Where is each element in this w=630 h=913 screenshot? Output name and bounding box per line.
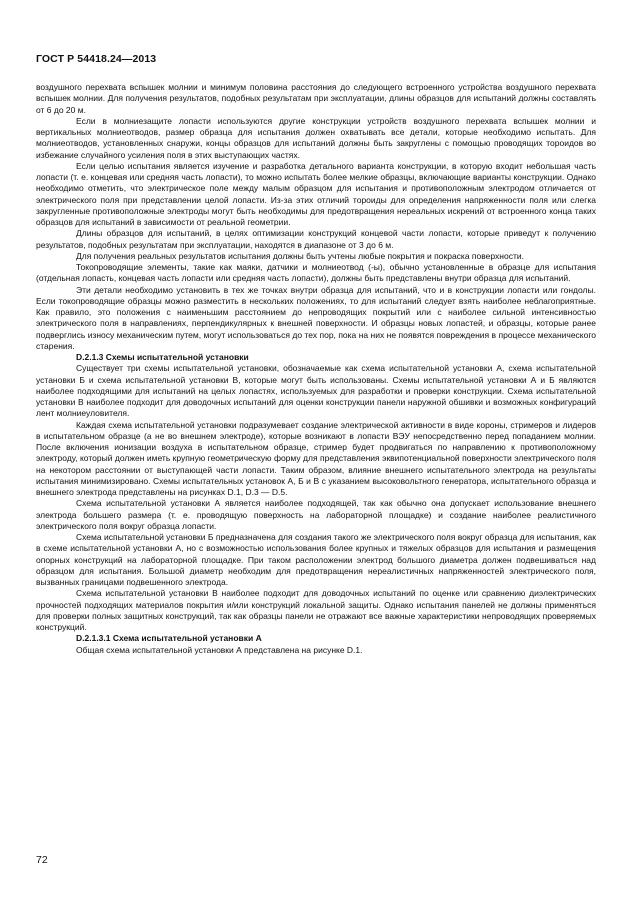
paragraph: Существует три схемы испытательной установки, обозначаемые как схема испытательной установки А, схема испытательной установки Б и схема испытательной установки В, которые могут быть использованы. Схемы испытательной установки А и Б являются наиболее подходящими для испытаний на целых лопастях, используемых для разработки и проверки конструкции. Схема испытательной установки В наиболее подходит для доводочных испытаний для оценки конструкции панели наружной обшивки и возможных конфигураций лент молниеуловителя.	[36, 363, 596, 419]
paragraph: Эти детали необходимо установить в тех же точках внутри образца для испытаний, что и в конструкции лопасти или гондолы. Если токопроводящие образцы можно разместить в нескольких положениях, то для испытаний следует взять наиболее неблагоприятные. Как правило, это положения с наименьшим расстоянием до непроводящих покрытий или с наиболее сильной интенсивностью электрического поля в направлениях, перпендикулярных к внешней поверхности. И образцы новых лопастей, и образцы, которые ранее подверглись износу механическим путем, могут использоваться до тех пор, пока на них не появятся повреждения в процессе механического старения.	[36, 284, 596, 351]
section-heading: D.2.1.3 Схемы испытательной установки	[76, 352, 249, 362]
paragraph: Если в молниезащите лопасти используются другие конструкции устройств воздушного перехвата вспышек молнии и вертикальных молниеотводов, размер образца для испытания должен охватывать все детали, которые необходимо испытать. Для молниеотводов, установленных снаружи, концы образцов для испытаний должны быть закруглены с помощью проводящих тороидов во избежание случайного усиления поля в этих выступающих частях.	[36, 115, 596, 160]
paragraph: Длины образцов для испытаний, в целях оптимизации конструкций концевой части лопасти, которые приведут к получению результатов, подобных результатам при эксплуатации, находятся в диапазоне от 3 до 6 м.	[36, 228, 596, 250]
paragraph: Схема испытательной установки В наиболее подходит для доводочных испытаний по оценке или сравнению диэлектрических прочностей подходящих материалов покрытия и/или конструкций локальной защиты. Однако испытания панелей не должны применяться для проверки полных защитных конструкций, так как образцы панели не отражают все важные характеристики непроводящих проверяемых конструкций.	[36, 588, 596, 632]
subsection-heading: D.2.1.3.1 Схема испытательной установки А	[76, 633, 262, 644]
document-body	[36, 82, 596, 656]
document-header: ГОСТ Р 54418.24—2013	[36, 53, 157, 65]
paragraph: Для получения реальных результатов испытания должны быть учтены любые покрытия и покраска поверхности.	[76, 250, 524, 261]
paragraph: Общая схема испытательной установки А представлена на рисунке D.1.	[76, 644, 363, 655]
paragraph: Если целью испытания является изучение и разработка детального варианта конструкции, в которую входит небольшая часть лопасти (т. е. концевая или средняя часть лопасти), то можно испытать более мелкие образцы, включающие варианты конструкции. Однако необходимо отметить, что электрическое поле между малым образцом для испытания и противоположным электродом отличается от электрического поля при представлении целой лопасти. Из-за этих отличий тороиды для определения напряженности поля или слегка закругленные противоположные электроды могут быть необходимы для предотвращения нереальных искрений от встроенного конца таких образцов для испытаний в зависимости от реальной геометрии.	[36, 160, 596, 227]
page-number: 72	[36, 854, 48, 866]
paragraph: Схема испытательной установки Б предназначена для создания такого же электрического поля вокруг образца для испытания, как в схеме испытательной установки А, но с возможностью использования более крупных и тяжелых образцов для испытания и размещения опорных конструкций на лабораторной площадке. При таком расположении электрод большого диаметра должен подвешиваться над образцом для испытания. Большой диаметр необходим для предотвращения нереалистичных напряженностей электрического поля, вызванных границами подвешенного электрода.	[36, 532, 596, 587]
paragraph: Токопроводящие элементы, такие как маяки, датчики и молниеотвод (-ы), обычно установленные в образце для испытания (отдельная лопасть, концевая часть лопасти или средняя часть лопасти), должны быть представлены внутри образца для испытаний.	[36, 262, 596, 284]
paragraph: Каждая схема испытательной установки подразумевает создание электрической активности в виде короны, стримеров и лидеров в испытательном образце (а не во внешнем электроде), которые возникают в лопасти ВЭУ непосредственно перед попаданием молнии. После включения ионизации воздуха в испытательном образце, стример будет продвигаться по направлению к противоположному электроду, который должен иметь крупную геометрическую форму для представления эквипотенциальной поверхности электрического поля на некотором расстоянии от выступающей части лопасти. Таким образом, влияние внешнего испытательного электрода на результаты испытания минимизировано. Схемы испытательных установок А, Б и В с указанием высоковольтного генератора, испытательного образца и внешнего электрода представлены на рисунках D.1, D.3 — D.5.	[36, 419, 596, 497]
paragraph: воздушного перехвата вспышек молнии и минимум половина расстояния до следующего встроенного устройства воздушного перехвата вспышек молнии. Для получения результатов, подобных результатам при эксплуатации, длины образцов для испытаний должны составлять от 6 до 20 м.	[36, 82, 596, 115]
paragraph: Схема испытательной установки А является наиболее подходящей, так как обычно она допускает использование внешнего электрода большего размера (т. е. проводящую поверхность на лабораторной площадке) и создание наиболее реалистичного электрического поля вокруг образца лопасти.	[36, 498, 596, 531]
